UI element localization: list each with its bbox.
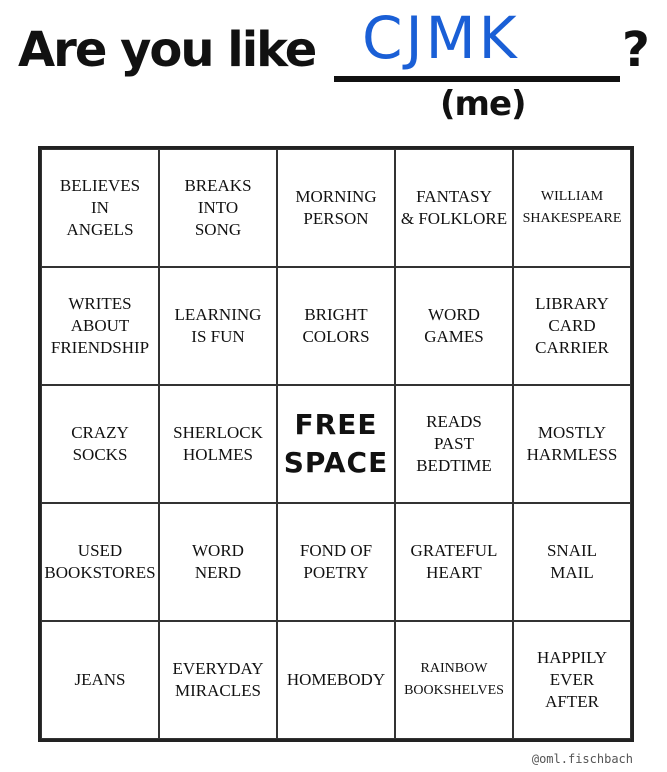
cell-label: WILLIAM SHAKESPEARE bbox=[522, 189, 622, 226]
bingo-cell-sherlock-holmes[interactable] bbox=[159, 385, 277, 503]
bingo-cell-bright-colors[interactable] bbox=[277, 267, 395, 385]
bingo-cell-learning-is-fun[interactable] bbox=[159, 267, 277, 385]
bingo-cell-fond-of-poetry[interactable] bbox=[277, 503, 395, 621]
bingo-cell-homebody[interactable] bbox=[277, 621, 395, 739]
question-mark: ? bbox=[622, 22, 650, 78]
cell-label: FANTASY & FOLKLORE bbox=[400, 187, 508, 228]
cell-label: WORD NERD bbox=[192, 541, 244, 582]
bingo-cell-snail-mail[interactable] bbox=[513, 503, 631, 621]
bingo-cell-free-space[interactable] bbox=[277, 385, 395, 503]
bingo-cell-mostly-harmless[interactable] bbox=[513, 385, 631, 503]
cell-label: EVERYDAY MIRACLES bbox=[172, 659, 264, 700]
cell-label: SHERLOCK HOLMES bbox=[173, 423, 263, 464]
cell-label: LEARNING IS FUN bbox=[174, 305, 262, 346]
cell-label: JEANS bbox=[74, 670, 126, 689]
bingo-cell-reads-past-bedtime[interactable] bbox=[395, 385, 513, 503]
filled-name: CJMK bbox=[362, 4, 520, 72]
cell-label: WORD GAMES bbox=[424, 305, 484, 346]
cell-label: GRATEFUL HEART bbox=[410, 541, 498, 582]
me-label: (me) bbox=[440, 84, 526, 124]
bingo-cell-everyday-miracles[interactable] bbox=[159, 621, 277, 739]
bingo-cell-morning-person[interactable] bbox=[277, 149, 395, 267]
bingo-cell-library-card-carrier[interactable] bbox=[513, 267, 631, 385]
bingo-cell-happily-ever-after[interactable] bbox=[513, 621, 631, 739]
bingo-cell-used-bookstores[interactable] bbox=[41, 503, 159, 621]
creator-credit: @oml.fischbach bbox=[531, 752, 633, 766]
bingo-cell-breaks-into-song[interactable] bbox=[159, 149, 277, 267]
cell-label: FREE SPACE bbox=[283, 408, 389, 479]
cell-label: READS PAST BEDTIME bbox=[416, 412, 492, 475]
cell-label: CRAZY SOCKS bbox=[71, 423, 129, 464]
cell-label: BREAKS INTO SONG bbox=[184, 176, 252, 239]
header bbox=[18, 4, 658, 86]
bingo-cell-writes-about-friendship[interactable] bbox=[41, 267, 159, 385]
bingo-cell-crazy-socks[interactable] bbox=[41, 385, 159, 503]
cell-label: FOND OF POETRY bbox=[299, 541, 373, 582]
cell-label: HOMEBODY bbox=[286, 670, 386, 689]
cell-label: RAINBOW BOOKSHELVES bbox=[404, 661, 504, 698]
bingo-cell-grateful-heart[interactable] bbox=[395, 503, 513, 621]
cell-label: LIBRARY CARD CARRIER bbox=[535, 294, 609, 357]
cell-label: MORNING PERSON bbox=[295, 187, 377, 228]
bingo-cell-word-nerd[interactable] bbox=[159, 503, 277, 621]
title-text: Are you like bbox=[18, 22, 316, 78]
cell-label: MOSTLY HARMLESS bbox=[526, 423, 618, 464]
bingo-cell-word-games[interactable] bbox=[395, 267, 513, 385]
blank-underline bbox=[334, 76, 620, 82]
cell-label: WRITES ABOUT FRIENDSHIP bbox=[50, 294, 150, 357]
cell-label: BRIGHT COLORS bbox=[302, 305, 370, 346]
bingo-cell-rainbow-bookshelves[interactable] bbox=[395, 621, 513, 739]
cell-label: SNAIL MAIL bbox=[546, 541, 598, 582]
cell-label: BELIEVES IN ANGELS bbox=[59, 176, 141, 239]
bingo-board bbox=[38, 146, 634, 742]
bingo-cell-believes-in-angels[interactable] bbox=[41, 149, 159, 267]
bingo-cell-fantasy-folklore[interactable] bbox=[395, 149, 513, 267]
bingo-cell-william-shakespeare[interactable] bbox=[513, 149, 631, 267]
cell-label: HAPPILY EVER AFTER bbox=[536, 648, 608, 711]
cell-label: USED BOOKSTORES bbox=[44, 541, 156, 582]
bingo-cell-jeans[interactable] bbox=[41, 621, 159, 739]
